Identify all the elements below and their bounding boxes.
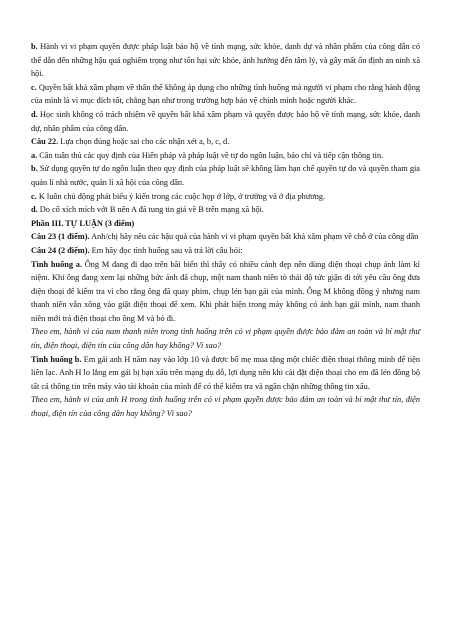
- situation-b-question: Theo em, hành vi của anh H trong tình huống trên có vi phạm quyền được bảo đảm an toàn và bí mật thư tín, điện thoại, điện tín của công dân hay không? Vì sao?: [31, 395, 420, 419]
- q22-statement-a: a. Cần tuân thủ các quy định của Hiến pháp và pháp luật về tự do ngôn luận, báo chí và tiếp cận thông tin.: [31, 150, 384, 160]
- situation-a: Tình huống a. Ông M đang đi dạo trên bãi biển thì thấy có nhiều cảnh đẹp nên dùng điện thoại chụp ảnh làm kỉ niệm. Khi ông đang xem lại những bức ảnh đã chụp, một nam thanh niên tò thái độ tức giận đi tới yêu cầu ông đưa điện thoại để kiểm tra vì cho rằng ông đã quay phim, chụp lén bạn gái của mình. Ông M không đồng ý nhưng nam thanh niên vẫn xông vào giật điện thoại để xem. Khi phát hiện trong máy không có ảnh bạn gái mình, nam thanh niên mới trả điện thoại cho ông M và bỏ đi.: [31, 259, 420, 323]
- question-23: Câu 23 (1 điểm). Anh/chị hãy nêu các hậu quả của hành vi vi phạm quyền bất khả xâm phạm về chỗ ở của công dân: [31, 232, 419, 242]
- q22-statement-c: c. K luôn chủ động phát biểu ý kiến trong các cuộc họp ở lớp, ở trường và ở địa phương.: [31, 191, 326, 201]
- question-24: Câu 24 (2 điểm). Em hãy đọc tình huống sau và trả lời câu hỏi:: [31, 245, 243, 255]
- question-22: Câu 22. Lựa chọn đúng hoặc sai cho các nhận xét a, b, c, d.: [31, 137, 230, 147]
- q22-statement-d: d. Do cố xích mích với B nên A đã tung tin giả về B trên mạng xã hội.: [31, 205, 264, 215]
- q22-statement-b: b. Sử dụng quyền tự do ngôn luận theo quy định của pháp luật sẽ không làm hạn chế quyền tự do và quyền tham gia quản lí nhà nước, quản lí xã hội của công dân.: [31, 164, 420, 187]
- statement-b-health: b. Hành vi vi phạm quyền được pháp luật bảo hộ về tính mạng, sức khỏe, danh dự và nhân phẩm của công dân có thể dẫn đến những hậu quả nghiêm trọng như tổn hại sức khỏe, ảnh hưởng đến tâm lý, và gây mất ổn định an ninh xã hội.: [31, 42, 420, 79]
- statement-d-students: d. Học sinh không có trách nhiệm về quyền bất khả xâm phạm và quyền được bảo hộ về tính mạng, sức khỏe, danh dự, nhân phẩm của công dân.: [31, 109, 420, 133]
- situation-b: Tình huống b. Em gái anh H năm nay vào lớp 10 và được bố mẹ mua tặng một chiếc điện thoại thông minh để tiện liên lạc. Anh H lo lắng em gái bị bạn xấu trên mạng dụ dỗ, lợi dụng nên khi cài đặt điện thoại cho em đã lén đồng bộ tất cả thông tin trên máy vào tài khoản của mình để có thể kiểm tra và ngăn chặn những thông tin xấu.: [31, 354, 421, 391]
- situation-a-question: Theo em, hành vi của nam thanh niên trong tình huống trên có vi phạm quyền được bảo đảm an toàn và bí mật thư tín, điện thoại, điện tín của công dân hay không? Vì sao?: [31, 327, 420, 351]
- statement-c-body: c. Quyền bất khả xâm phạm về thân thể không áp dụng cho những tình huống mà người vi phạm cho rằng hành động của mình là vì mục đích tốt, chẳng hạn như trong trường hợp bảo vệ chính mình hoặc người khác.: [31, 82, 420, 106]
- section-heading-essay: Phần III. TỰ LUẬN (3 điểm): [31, 218, 135, 228]
